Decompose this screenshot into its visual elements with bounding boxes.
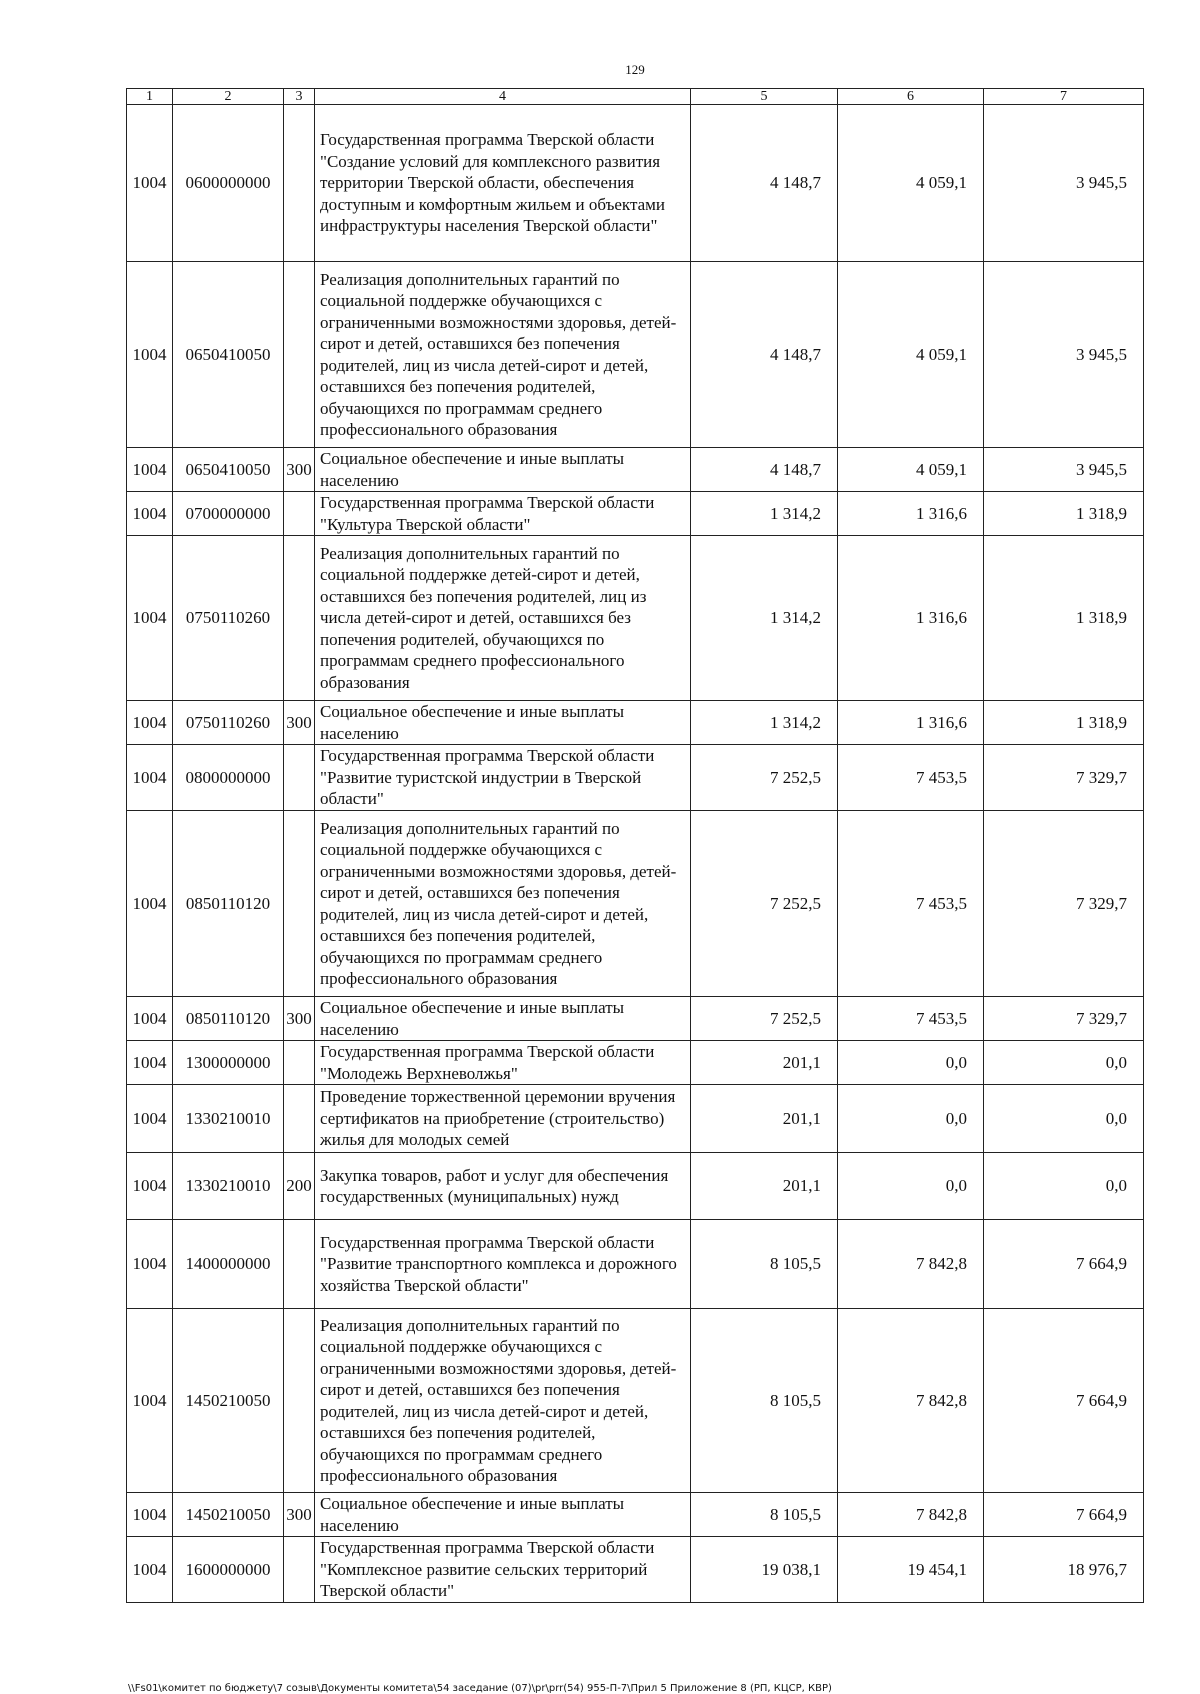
section-code: 1004	[127, 1537, 173, 1603]
item-name: Социальное обеспечение и иные выплаты населению	[315, 701, 691, 745]
amount-year-1: 19 038,1	[691, 1537, 838, 1603]
amount-year-3: 0,0	[984, 1085, 1144, 1153]
target-article-code: 1450210050	[173, 1309, 284, 1493]
amount-year-2: 4 059,1	[838, 448, 984, 492]
amount-year-2: 4 059,1	[838, 262, 984, 448]
column-header: 5	[691, 89, 838, 105]
amount-year-1: 201,1	[691, 1085, 838, 1153]
amount-year-2: 7 842,8	[838, 1309, 984, 1493]
expense-type-code	[284, 492, 315, 536]
target-article-code: 0800000000	[173, 745, 284, 811]
amount-year-3: 7 329,7	[984, 997, 1144, 1041]
expense-type-code	[284, 1041, 315, 1085]
section-code: 1004	[127, 105, 173, 262]
amount-year-2: 7 842,8	[838, 1493, 984, 1537]
target-article-code: 0650410050	[173, 448, 284, 492]
amount-year-1: 1 314,2	[691, 536, 838, 701]
column-header: 2	[173, 89, 284, 105]
amount-year-3: 3 945,5	[984, 448, 1144, 492]
page-number: 129	[625, 62, 645, 77]
amount-year-3: 7 329,7	[984, 745, 1144, 811]
section-code: 1004	[127, 1220, 173, 1309]
item-name: Государственная программа Тверской области "Молодежь Верхневолжья"	[315, 1041, 691, 1085]
section-code: 1004	[127, 1493, 173, 1537]
amount-year-2: 7 842,8	[838, 1220, 984, 1309]
expense-type-code	[284, 1309, 315, 1493]
amount-year-3: 1 318,9	[984, 701, 1144, 745]
section-code: 1004	[127, 1085, 173, 1153]
column-header: 6	[838, 89, 984, 105]
header-row	[127, 89, 1144, 105]
amount-year-3: 7 329,7	[984, 811, 1144, 997]
target-article-code: 1450210050	[173, 1493, 284, 1537]
table-row	[127, 811, 1144, 997]
expense-type-code	[284, 811, 315, 997]
amount-year-1: 8 105,5	[691, 1309, 838, 1493]
amount-year-2: 1 316,6	[838, 536, 984, 701]
amount-year-3: 7 664,9	[984, 1220, 1144, 1309]
column-header: 3	[284, 89, 315, 105]
column-header: 1	[127, 89, 173, 105]
item-name: Социальное обеспечение и иные выплаты населению	[315, 1493, 691, 1537]
amount-year-1: 201,1	[691, 1153, 838, 1220]
table-row	[127, 105, 1144, 262]
expense-type-code	[284, 1220, 315, 1309]
section-code: 1004	[127, 811, 173, 997]
table-row	[127, 1493, 1144, 1537]
section-code: 1004	[127, 1041, 173, 1085]
amount-year-1: 4 148,7	[691, 105, 838, 262]
amount-year-3: 3 945,5	[984, 105, 1144, 262]
target-article-code: 0750110260	[173, 701, 284, 745]
table-row	[127, 1041, 1144, 1085]
amount-year-2: 0,0	[838, 1041, 984, 1085]
item-name: Реализация дополнительных гарантий по социальной поддержке обучающихся с ограниченными возможностями здоровья, детей-сирот и детей, оставшихся без попечения родителей, лиц из числа детей-сирот и детей, оставшихся без попечения родителей, обучающихся по программам среднего профессионального образования	[315, 811, 691, 997]
amount-year-3: 7 664,9	[984, 1493, 1144, 1537]
target-article-code: 0650410050	[173, 262, 284, 448]
expense-type-code: 300	[284, 701, 315, 745]
amount-year-2: 7 453,5	[838, 811, 984, 997]
section-code: 1004	[127, 745, 173, 811]
expense-type-code	[284, 745, 315, 811]
target-article-code: 0600000000	[173, 105, 284, 262]
amount-year-1: 7 252,5	[691, 811, 838, 997]
expense-type-code	[284, 536, 315, 701]
amount-year-3: 0,0	[984, 1153, 1144, 1220]
item-name: Государственная программа Тверской области "Культура Тверской области"	[315, 492, 691, 536]
table-row	[127, 1220, 1144, 1309]
table-row	[127, 997, 1144, 1041]
amount-year-3: 3 945,5	[984, 262, 1144, 448]
target-article-code: 1300000000	[173, 1041, 284, 1085]
section-code: 1004	[127, 701, 173, 745]
section-code: 1004	[127, 1309, 173, 1493]
amount-year-1: 7 252,5	[691, 997, 838, 1041]
amount-year-3: 18 976,7	[984, 1537, 1144, 1603]
file-path-footer: \\Fs01\комитет по бюджету\7 созыв\Документы комитета\54 заседание (07)\pr\prr(54) 955-П-7\Прил 5 Приложение 8 (РП, КЦСР, КВР)	[128, 1683, 832, 1694]
section-code: 1004	[127, 1153, 173, 1220]
item-name: Социальное обеспечение и иные выплаты населению	[315, 997, 691, 1041]
amount-year-1: 4 148,7	[691, 262, 838, 448]
section-code: 1004	[127, 448, 173, 492]
target-article-code: 0700000000	[173, 492, 284, 536]
amount-year-1: 7 252,5	[691, 745, 838, 811]
amount-year-3: 1 318,9	[984, 492, 1144, 536]
column-header: 4	[315, 89, 691, 105]
amount-year-1: 8 105,5	[691, 1220, 838, 1309]
target-article-code: 1330210010	[173, 1085, 284, 1153]
table-row	[127, 701, 1144, 745]
table-row	[127, 448, 1144, 492]
amount-year-2: 19 454,1	[838, 1537, 984, 1603]
amount-year-2: 7 453,5	[838, 997, 984, 1041]
amount-year-1: 1 314,2	[691, 492, 838, 536]
target-article-code: 0850110120	[173, 997, 284, 1041]
table-row	[127, 1537, 1144, 1603]
amount-year-2: 0,0	[838, 1085, 984, 1153]
amount-year-2: 7 453,5	[838, 745, 984, 811]
amount-year-3: 1 318,9	[984, 536, 1144, 701]
expense-type-code: 300	[284, 1493, 315, 1537]
item-name: Социальное обеспечение и иные выплаты населению	[315, 448, 691, 492]
amount-year-1: 1 314,2	[691, 701, 838, 745]
amount-year-2: 1 316,6	[838, 492, 984, 536]
section-code: 1004	[127, 492, 173, 536]
amount-year-1: 4 148,7	[691, 448, 838, 492]
expense-type-code	[284, 262, 315, 448]
item-name: Реализация дополнительных гарантий по социальной поддержке обучающихся с ограниченными возможностями здоровья, детей-сирот и детей, оставшихся без попечения родителей, лиц из числа детей-сирот и детей, оставшихся без попечения родителей, обучающихся по программам среднего профессионального образования	[315, 262, 691, 448]
item-name: Реализация дополнительных гарантий по социальной поддержке детей-сирот и детей, оставшихся без попечения родителей, лиц из числа детей-сирот и детей, оставшихся без попечения родителей, обучающихся по программам среднего профессионального образования	[315, 536, 691, 701]
item-name: Реализация дополнительных гарантий по социальной поддержке обучающихся с ограниченными возможностями здоровья, детей-сирот и детей, оставшихся без попечения родителей, лиц из числа детей-сирот и детей, оставшихся без попечения родителей, обучающихся по программам среднего профессионального образования	[315, 1309, 691, 1493]
budget-table	[126, 88, 1144, 1603]
column-header: 7	[984, 89, 1144, 105]
amount-year-3: 0,0	[984, 1041, 1144, 1085]
target-article-code: 1400000000	[173, 1220, 284, 1309]
table-row	[127, 1153, 1144, 1220]
table-row	[127, 492, 1144, 536]
item-name: Государственная программа Тверской области "Развитие туристской индустрии в Тверской области"	[315, 745, 691, 811]
section-code: 1004	[127, 262, 173, 448]
item-name: Государственная программа Тверской области "Создание условий для комплексного развития территории Тверской области, обеспечения доступным и комфортным жильем и объектами инфраструктуры населения Тверской области"	[315, 105, 691, 262]
target-article-code: 0850110120	[173, 811, 284, 997]
item-name: Государственная программа Тверской области "Развитие транспортного комплекса и дорожного хозяйства Тверской области"	[315, 1220, 691, 1309]
amount-year-2: 1 316,6	[838, 701, 984, 745]
expense-type-code: 300	[284, 448, 315, 492]
item-name: Закупка товаров, работ и услуг для обеспечения государственных (муниципальных) нужд	[315, 1153, 691, 1220]
item-name: Государственная программа Тверской области "Комплексное развитие сельских территорий Тверской области"	[315, 1537, 691, 1603]
section-code: 1004	[127, 536, 173, 701]
expense-type-code	[284, 1537, 315, 1603]
expense-type-code: 300	[284, 997, 315, 1041]
expense-type-code	[284, 105, 315, 262]
amount-year-1: 8 105,5	[691, 1493, 838, 1537]
item-name: Проведение торжественной церемонии вручения сертификатов на приобретение (строительство) жилья для молодых семей	[315, 1085, 691, 1153]
target-article-code: 0750110260	[173, 536, 284, 701]
amount-year-2: 4 059,1	[838, 105, 984, 262]
table-row	[127, 536, 1144, 701]
amount-year-1: 201,1	[691, 1041, 838, 1085]
table-row	[127, 262, 1144, 448]
table-row	[127, 745, 1144, 811]
expense-type-code	[284, 1085, 315, 1153]
table-row	[127, 1309, 1144, 1493]
target-article-code: 1600000000	[173, 1537, 284, 1603]
expense-type-code: 200	[284, 1153, 315, 1220]
amount-year-3: 7 664,9	[984, 1309, 1144, 1493]
amount-year-2: 0,0	[838, 1153, 984, 1220]
section-code: 1004	[127, 997, 173, 1041]
table-row	[127, 1085, 1144, 1153]
target-article-code: 1330210010	[173, 1153, 284, 1220]
